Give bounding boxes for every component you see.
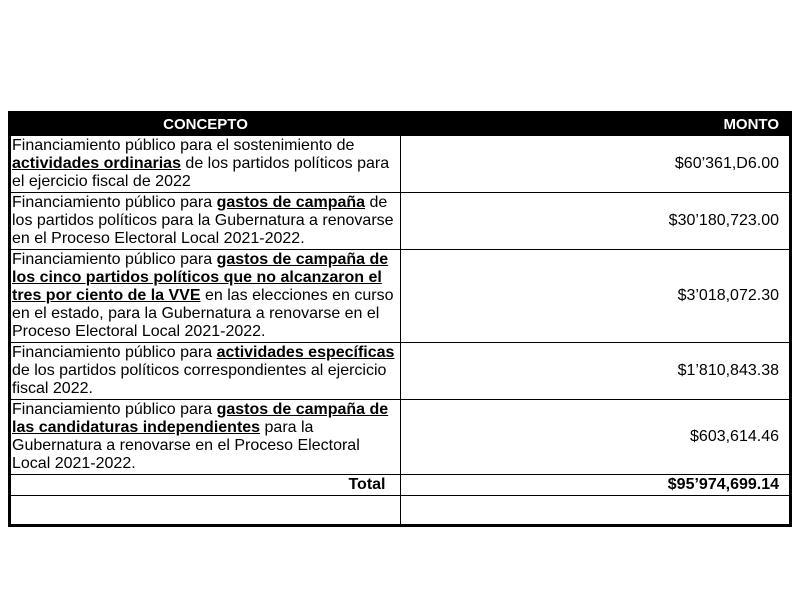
- plain-text: de los partidos políticos correspondientes al ejercicio fiscal 2022.: [12, 362, 387, 397]
- plain-text: Financiamiento público para: [12, 344, 217, 361]
- plain-text: Financiamiento público para: [12, 251, 217, 268]
- table-row: [11, 250, 789, 343]
- table-total-row: [11, 475, 789, 496]
- cell-monto: $30’180,723.00: [400, 193, 789, 250]
- emphasis-text: actividades ordinarias: [12, 155, 181, 172]
- cell-monto: $60’361,D6.00: [400, 136, 789, 193]
- cell-concepto: [11, 136, 400, 193]
- table-filler-row: [11, 496, 789, 525]
- table-row: [11, 193, 789, 250]
- cell-monto: $1’810,843.38: [400, 343, 789, 400]
- table-row: [11, 343, 789, 400]
- plain-text: de los partidos políticos para la Gubernatura a renovarse en el Proceso Electoral Local 2021-2022.: [12, 194, 394, 247]
- filler-cell-left: [11, 496, 400, 525]
- cell-concepto: [11, 343, 400, 400]
- total-label: Total: [11, 475, 400, 496]
- emphasis-text: gastos de campaña de las candidaturas independientes: [12, 401, 389, 436]
- table-header-row: [11, 114, 789, 136]
- cell-concepto: [11, 400, 400, 475]
- plain-text: Financiamiento público para el sostenimiento de: [12, 137, 355, 154]
- table-row: [11, 136, 789, 193]
- plain-text: Financiamiento público para: [12, 401, 217, 418]
- cell-concepto: [11, 193, 400, 250]
- cell-monto: $3’018,072.30: [400, 250, 789, 343]
- filler-cell-right: [400, 496, 789, 525]
- table-body: [11, 136, 789, 524]
- plain-text: de los partidos políticos para el ejercicio fiscal de 2022: [12, 155, 390, 190]
- plain-text: para la Gubernatura a renovarse en el Proceso Electoral Local 2021-2022.: [12, 419, 360, 472]
- table-row: [11, 400, 789, 475]
- cell-monto: $603,614.46: [400, 400, 789, 475]
- plain-text: Financiamiento público para: [12, 194, 217, 211]
- financing-table: [8, 111, 792, 527]
- column-header-monto: MONTO: [400, 114, 789, 136]
- total-value: $95’974,699.14: [400, 475, 789, 496]
- table-header: [11, 114, 789, 136]
- emphasis-text: gastos de campaña de los cinco partidos políticos que no alcanzaron el tres por ciento de la VVE: [12, 251, 389, 304]
- plain-text: en las elecciones en curso en el estado, para la Gubernatura a renovarse en el Proceso Electoral Local 2021-2022.: [12, 287, 394, 340]
- column-header-concepto: CONCEPTO: [11, 114, 400, 136]
- cell-concepto: [11, 250, 400, 343]
- emphasis-text: gastos de campaña: [216, 194, 366, 211]
- emphasis-text: actividades específicas: [216, 344, 395, 361]
